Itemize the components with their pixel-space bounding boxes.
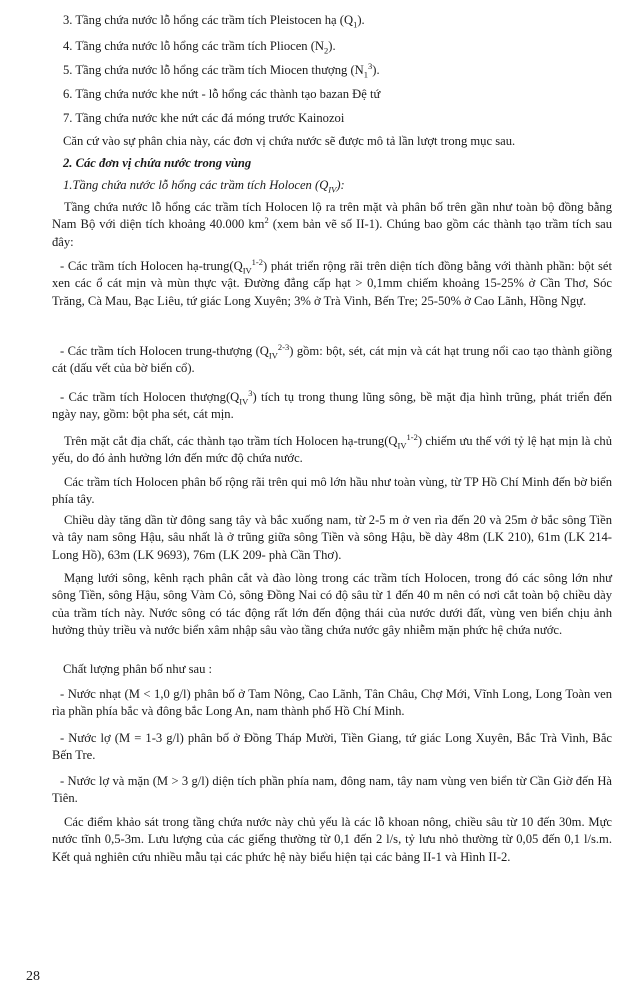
list-item-5: 5. Tầng chứa nước lỗ hổng các trầm tích Miocen thượng $(N_1^3)$. bbox=[63, 60, 380, 80]
intro-text: Căn cứ vào sự phân chia này, các đơn vị chứa nước sẽ được mô tả lần lượt trong mục sau. bbox=[63, 134, 516, 148]
section-heading: 2. Các đơn vị chứa nước trong vùng bbox=[63, 156, 252, 170]
list-item-4: 4. Tầng chứa nước lỗ hổng các trầm tích Pliocen $(N_2)$. bbox=[63, 39, 336, 56]
paragraph-10: - Nước lợ (M = 1-3 g/l) phân bố ở Đồng Tháp Mười, Tiền Giang, tứ giác Long Xuyên, Bắc Trà Vinh, Bắc Bến Tre. bbox=[52, 731, 612, 763]
paragraph-2: - Các trầm tích Holocen $hạ-trung(Q_{IV}^{1-2})$ phát triển rộng rãi trên diện tích đồng bằng với thành phần: bột sét xen các ổ cát mịn và mùn thực vật. Đường đẳng cấp hạt > 0,1mm chiếm khoảng 15-25% ở Cần Thơ, Sóc Trăng, Cà Mau, Bạc Liêu, tứ giác Long Xuyên; 3% ở Trà Vinh, Bến Tre; 25-50% ở Cao Lãnh, Hồng Ngự. bbox=[52, 256, 612, 308]
quality-intro: Chất lượng phân bố như sau : bbox=[63, 662, 213, 676]
paragraph-1: Tầng chứa nước lỗ hổng các trầm tích Holocen lộ ra trên mặt và phân bố trên gần như toàn bộ đồng bằng Nam Bộ với diện tích khoảng 40.000 $km^2$ (xem bản vẽ số II-1). Chúng bao gồm các thành tạo trầm tích sau đây: bbox=[52, 200, 612, 249]
paragraph-5: Trên mặt cắt địa chất, các thành tạo trầm tích Holocen $hạ-trung(Q_{IV}^{1-2})$ chiếm ưu thế với tỷ lệ hạt mịn là chủ yếu, do đó ảnh hưởng lớn đến mức độ chứa nước. bbox=[52, 431, 613, 466]
paragraph-11: - Nước lợ và mặn (M > 3 g/l) diện tích phần phía nam, đông nam, tây nam vùng ven biển từ Cần Giờ đến Hà Tiên. bbox=[52, 774, 612, 806]
paragraph-8: Mạng lưới sông, kênh rạch phân cắt và đào lòng trong các trầm tích Holocen, trong đó các sông lớn như sông Tiền, sông Hậu, sông Vàm Cỏ, sông Đồng Nai có độ sâu từ 1 đến 40 m nên có nơi cắt toàn bộ chiều dày của trầm tích này. Nước sông có tác động rất lớn đến động thái của nước dưới đất, vùng ven biển chịu ảnh hưởng thủy triều và nước biển xâm nhập sâu vào tầng chứa nước gây nhiễm mặn phức hệ chứa nước. bbox=[52, 571, 612, 638]
subsection-heading: 1.Tầng chứa nước lỗ hổng các trầm tích Holocen $(Q_{IV})$: bbox=[63, 178, 345, 195]
paragraph-7: Chiều dày tăng dần từ đông sang tây và bắc xuống nam, từ 2-5 m ở ven rìa đến 20 và 25m ở bắc sông Tiền và tây nam sông Hậu, sâu nhất là ở trũng giữa sông Tiền và sông Hậu, bề dày 48m (LK 210), 61m (LK 214- Long Hồ), 63m (LK 9693), 76m (LK 209- phà Cần Thơ). bbox=[52, 513, 612, 562]
list-item-3: 3. Tầng chứa nước lỗ hổng các trầm tích Pleistocen hạ $(Q_1)$. bbox=[63, 13, 365, 30]
paragraph-3: - Các trầm tích Holocen trung-thượng $(Q_{IV}^{2-3})$ gồm: bột, sét, cát mịn và cát hạt trung nổi cao tạo thành giồng cát (dấu vết của bờ biển cổ). bbox=[52, 341, 612, 376]
paragraph-4: - Các trầm tích Holocen $thượng(Q_{IV}^3)$ tích tụ trong thung lũng sông, bề mặt địa hình trũng, phát triển đến ngày nay, gồm: bột pha sét, cát mịn. bbox=[52, 387, 612, 422]
page-number: 28 bbox=[26, 969, 40, 984]
paragraph-6: Các trầm tích Holocen phân bố rộng rãi trên qui mô lớn hầu như toàn vùng, từ TP Hồ Chí Minh đến bờ biển phía tây. bbox=[52, 475, 612, 507]
paragraph-9: - Nước nhạt (M < 1,0 g/l) phân bố ở Tam Nông, Cao Lãnh, Tân Châu, Chợ Mới, Vĩnh Long, Long Toàn ven rìa phần phía bắc và đông bắc Long An, nam thành phố Hồ Chí Minh. bbox=[52, 687, 612, 719]
list-item-6: 6. Tầng chứa nước khe nứt - lỗ hổng các thành tạo bazan Đệ tứ bbox=[63, 87, 381, 101]
list-item-7: 7. Tầng chứa nước khe nứt các đá móng trước Kainozoi bbox=[63, 111, 345, 125]
paragraph-12: Các điểm khảo sát trong tầng chứa nước này chủ yếu là các lỗ khoan nông, chiều sâu từ 10 đến 30m. Mực nước tĩnh 0,5-3m. Lưu lượng của các giếng thường từ 0,1 đến 2 l/s, tỷ lưu nhỏ thường từ 0,05 đến 0,1 l/s.m. Kết quả nghiên cứu nhiều mẫu tại các phức hệ này biểu hiện tại các bảng II-1 và Hình II-2. bbox=[52, 815, 612, 864]
